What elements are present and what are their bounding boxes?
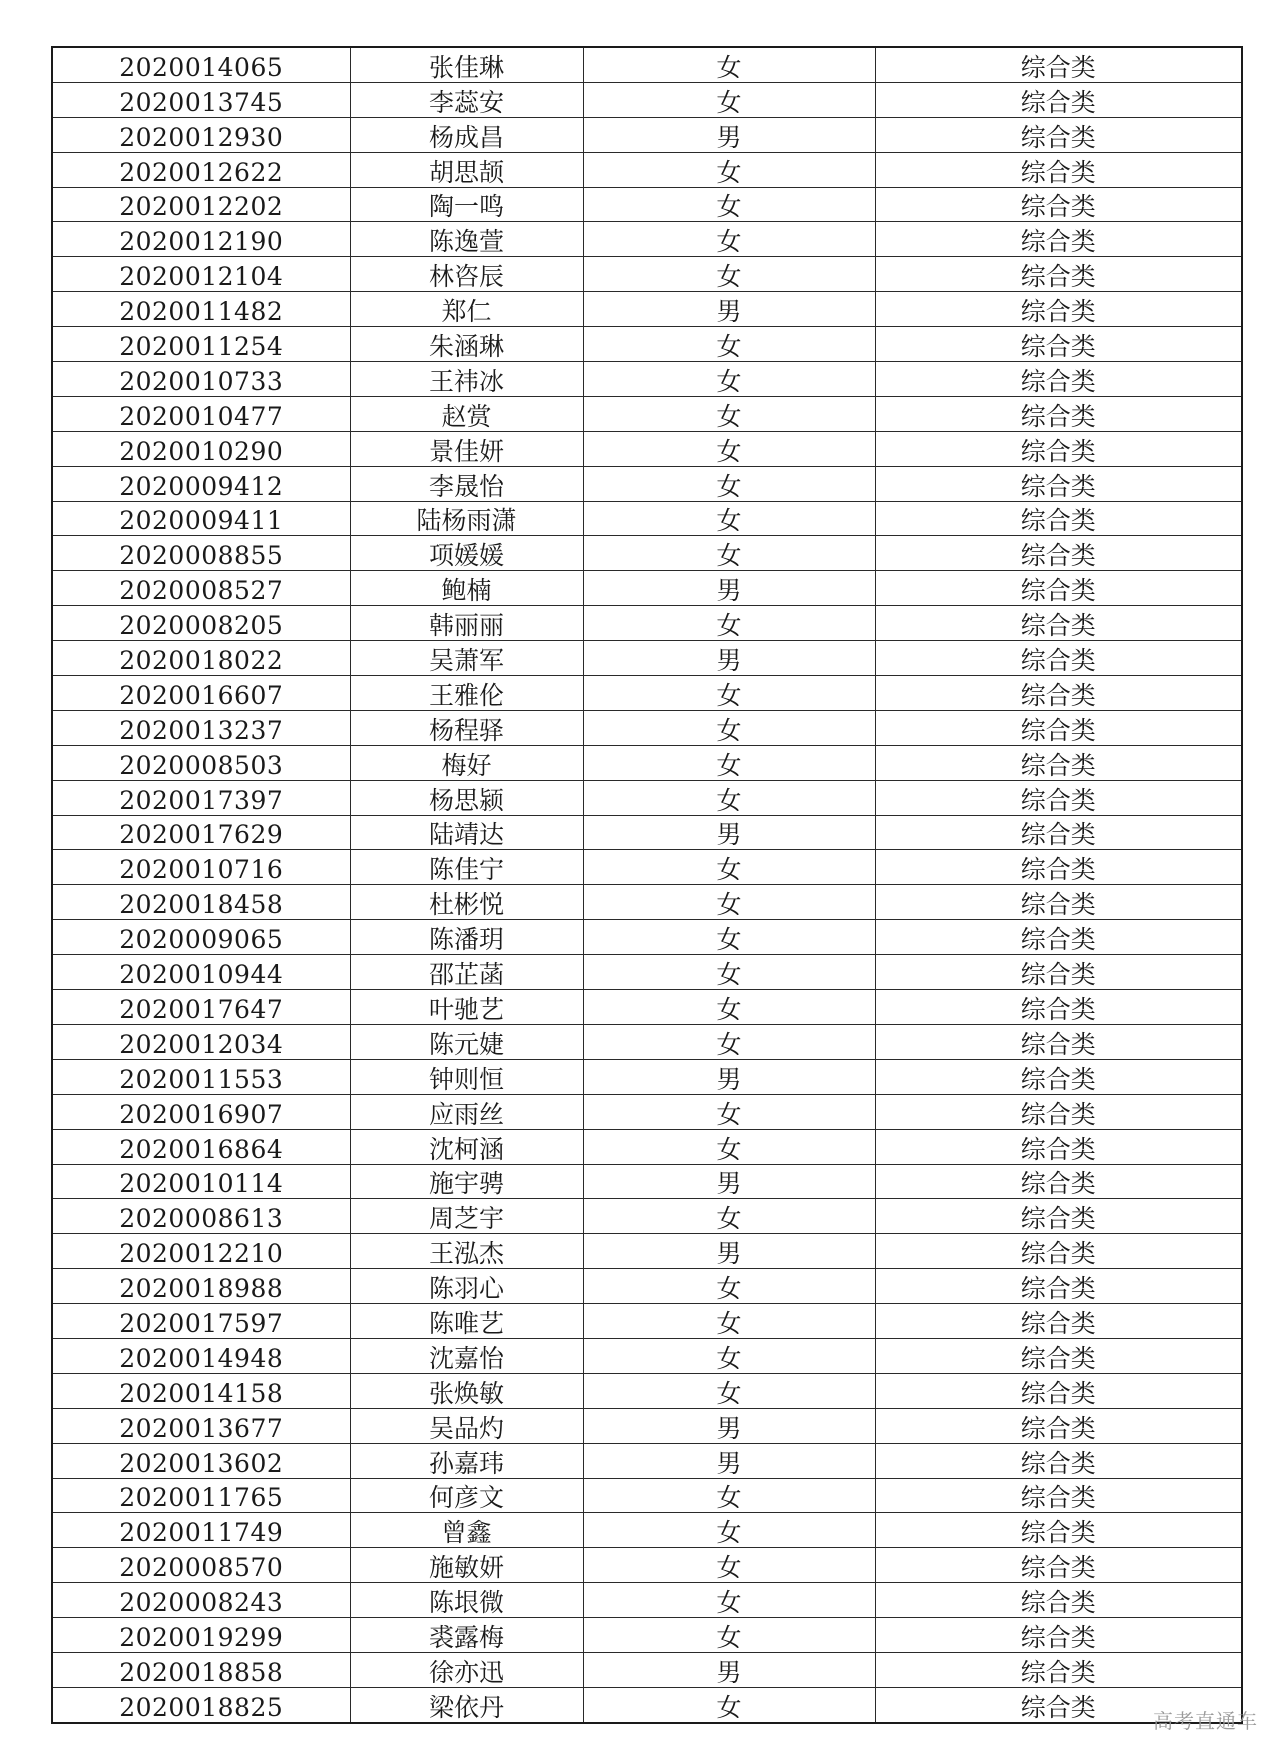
category-cell: 综合类 bbox=[875, 641, 1242, 676]
gender-cell: 女 bbox=[583, 536, 875, 571]
student-name-cell: 李蕊安 bbox=[350, 82, 583, 117]
table-row bbox=[52, 1373, 1242, 1408]
student-name-cell: 梅好 bbox=[350, 745, 583, 780]
student-name-cell: 李晟怡 bbox=[350, 466, 583, 501]
category-cell: 综合类 bbox=[875, 327, 1242, 362]
student-name-cell: 鲍楠 bbox=[350, 571, 583, 606]
student-id-cell: 2020011749 bbox=[52, 1513, 350, 1548]
category-cell: 综合类 bbox=[875, 501, 1242, 536]
table-row bbox=[52, 850, 1242, 885]
table-row bbox=[52, 1478, 1242, 1513]
student-name-cell: 郑仁 bbox=[350, 292, 583, 327]
student-id-cell: 2020019299 bbox=[52, 1618, 350, 1653]
gender-cell: 女 bbox=[583, 1338, 875, 1373]
watermark-logo: 高考直通车 bbox=[1153, 1709, 1258, 1733]
student-name-cell: 钟则恒 bbox=[350, 1059, 583, 1094]
gender-cell: 男 bbox=[583, 1059, 875, 1094]
gender-cell: 女 bbox=[583, 1513, 875, 1548]
category-cell: 综合类 bbox=[875, 1094, 1242, 1129]
category-cell: 综合类 bbox=[875, 780, 1242, 815]
student-id-cell: 2020012622 bbox=[52, 152, 350, 187]
gender-cell: 女 bbox=[583, 1687, 875, 1722]
student-name-cell: 叶驰艺 bbox=[350, 990, 583, 1025]
student-name-cell: 陶一鸣 bbox=[350, 187, 583, 222]
student-id-cell: 2020013745 bbox=[52, 82, 350, 117]
table-row bbox=[52, 780, 1242, 815]
table-row bbox=[52, 1687, 1242, 1722]
table-row bbox=[52, 187, 1242, 222]
gender-cell: 女 bbox=[583, 187, 875, 222]
table-row bbox=[52, 257, 1242, 292]
student-id-cell: 2020018825 bbox=[52, 1687, 350, 1722]
category-cell: 综合类 bbox=[875, 676, 1242, 711]
student-id-cell: 2020017597 bbox=[52, 1304, 350, 1339]
category-cell: 综合类 bbox=[875, 1164, 1242, 1199]
gender-cell: 女 bbox=[583, 780, 875, 815]
category-cell: 综合类 bbox=[875, 1234, 1242, 1269]
category-cell: 综合类 bbox=[875, 1024, 1242, 1059]
gender-cell: 女 bbox=[583, 501, 875, 536]
gender-cell: 女 bbox=[583, 1618, 875, 1653]
student-id-cell: 2020017647 bbox=[52, 990, 350, 1025]
gender-cell: 男 bbox=[583, 1443, 875, 1478]
gender-cell: 女 bbox=[583, 396, 875, 431]
table-row bbox=[52, 1199, 1242, 1234]
table-row bbox=[52, 536, 1242, 571]
table-row bbox=[52, 222, 1242, 257]
table-row bbox=[52, 641, 1242, 676]
gender-cell: 女 bbox=[583, 606, 875, 641]
category-cell: 综合类 bbox=[875, 1199, 1242, 1234]
table-row bbox=[52, 47, 1242, 82]
table-row bbox=[52, 396, 1242, 431]
category-cell: 综合类 bbox=[875, 396, 1242, 431]
table-row bbox=[52, 1408, 1242, 1443]
student-id-cell: 2020011765 bbox=[52, 1478, 350, 1513]
student-id-cell: 2020009065 bbox=[52, 920, 350, 955]
student-name-cell: 杜彬悦 bbox=[350, 885, 583, 920]
gender-cell: 女 bbox=[583, 47, 875, 82]
gender-cell: 女 bbox=[583, 1129, 875, 1164]
gender-cell: 女 bbox=[583, 710, 875, 745]
table-row bbox=[52, 152, 1242, 187]
table-row bbox=[52, 1129, 1242, 1164]
category-cell: 综合类 bbox=[875, 1129, 1242, 1164]
student-id-cell: 2020011553 bbox=[52, 1059, 350, 1094]
table-row bbox=[52, 920, 1242, 955]
gender-cell: 男 bbox=[583, 117, 875, 152]
student-id-cell: 2020017629 bbox=[52, 815, 350, 850]
table-row bbox=[52, 1583, 1242, 1618]
gender-cell: 女 bbox=[583, 82, 875, 117]
student-id-cell: 2020012202 bbox=[52, 187, 350, 222]
category-cell: 综合类 bbox=[875, 536, 1242, 571]
category-cell: 综合类 bbox=[875, 82, 1242, 117]
student-name-cell: 王祎冰 bbox=[350, 362, 583, 397]
student-name-cell: 施敏妍 bbox=[350, 1548, 583, 1583]
table-row bbox=[52, 1513, 1242, 1548]
student-name-cell: 陈元婕 bbox=[350, 1024, 583, 1059]
table-row bbox=[52, 815, 1242, 850]
roster-body bbox=[52, 47, 1242, 1723]
student-name-cell: 沈嘉怡 bbox=[350, 1338, 583, 1373]
category-cell: 综合类 bbox=[875, 1338, 1242, 1373]
table-row bbox=[52, 431, 1242, 466]
category-cell: 综合类 bbox=[875, 815, 1242, 850]
gender-cell: 女 bbox=[583, 1269, 875, 1304]
gender-cell: 女 bbox=[583, 676, 875, 711]
student-name-cell: 邵芷菡 bbox=[350, 955, 583, 990]
student-name-cell: 梁依丹 bbox=[350, 1687, 583, 1722]
table-row bbox=[52, 501, 1242, 536]
table-row bbox=[52, 990, 1242, 1025]
gender-cell: 男 bbox=[583, 1234, 875, 1269]
gender-cell: 女 bbox=[583, 362, 875, 397]
gender-cell: 女 bbox=[583, 222, 875, 257]
student-name-cell: 林咨辰 bbox=[350, 257, 583, 292]
student-name-cell: 裘露梅 bbox=[350, 1618, 583, 1653]
gender-cell: 女 bbox=[583, 885, 875, 920]
student-name-cell: 徐亦迅 bbox=[350, 1652, 583, 1687]
table-row bbox=[52, 82, 1242, 117]
student-id-cell: 2020017397 bbox=[52, 780, 350, 815]
student-id-cell: 2020009411 bbox=[52, 501, 350, 536]
student-id-cell: 2020012190 bbox=[52, 222, 350, 257]
student-id-cell: 2020014065 bbox=[52, 47, 350, 82]
gender-cell: 女 bbox=[583, 257, 875, 292]
category-cell: 综合类 bbox=[875, 222, 1242, 257]
student-id-cell: 2020011254 bbox=[52, 327, 350, 362]
student-name-cell: 杨程驿 bbox=[350, 710, 583, 745]
student-name-cell: 张佳琳 bbox=[350, 47, 583, 82]
category-cell: 综合类 bbox=[875, 187, 1242, 222]
student-name-cell: 景佳妍 bbox=[350, 431, 583, 466]
table-row bbox=[52, 1652, 1242, 1687]
category-cell: 综合类 bbox=[875, 47, 1242, 82]
student-name-cell: 吴品灼 bbox=[350, 1408, 583, 1443]
student-id-cell: 2020010944 bbox=[52, 955, 350, 990]
table-row bbox=[52, 1548, 1242, 1583]
student-id-cell: 2020012930 bbox=[52, 117, 350, 152]
category-cell: 综合类 bbox=[875, 1059, 1242, 1094]
category-cell: 综合类 bbox=[875, 117, 1242, 152]
student-id-cell: 2020008243 bbox=[52, 1583, 350, 1618]
gender-cell: 女 bbox=[583, 1094, 875, 1129]
gender-cell: 女 bbox=[583, 431, 875, 466]
student-name-cell: 施宇骋 bbox=[350, 1164, 583, 1199]
table-row bbox=[52, 1443, 1242, 1478]
table-row bbox=[52, 327, 1242, 362]
student-name-cell: 周芝宇 bbox=[350, 1199, 583, 1234]
category-cell: 综合类 bbox=[875, 1304, 1242, 1339]
student-id-cell: 2020013677 bbox=[52, 1408, 350, 1443]
student-id-cell: 2020013602 bbox=[52, 1443, 350, 1478]
table-row bbox=[52, 292, 1242, 327]
gender-cell: 男 bbox=[583, 571, 875, 606]
gender-cell: 女 bbox=[583, 1024, 875, 1059]
table-row bbox=[52, 1164, 1242, 1199]
student-id-cell: 2020010716 bbox=[52, 850, 350, 885]
category-cell: 综合类 bbox=[875, 1618, 1242, 1653]
student-name-cell: 张焕敏 bbox=[350, 1373, 583, 1408]
table-row bbox=[52, 1618, 1242, 1653]
gender-cell: 女 bbox=[583, 1199, 875, 1234]
category-cell: 综合类 bbox=[875, 920, 1242, 955]
gender-cell: 男 bbox=[583, 1652, 875, 1687]
student-name-cell: 王雅伦 bbox=[350, 676, 583, 711]
student-id-cell: 2020011482 bbox=[52, 292, 350, 327]
student-id-cell: 2020008613 bbox=[52, 1199, 350, 1234]
category-cell: 综合类 bbox=[875, 466, 1242, 501]
gender-cell: 女 bbox=[583, 955, 875, 990]
category-cell: 综合类 bbox=[875, 1373, 1242, 1408]
gender-cell: 女 bbox=[583, 1583, 875, 1618]
student-name-cell: 沈柯涵 bbox=[350, 1129, 583, 1164]
category-cell: 综合类 bbox=[875, 571, 1242, 606]
table-row bbox=[52, 1059, 1242, 1094]
student-id-cell: 2020010733 bbox=[52, 362, 350, 397]
table-row bbox=[52, 466, 1242, 501]
gender-cell: 女 bbox=[583, 1304, 875, 1339]
category-cell: 综合类 bbox=[875, 1652, 1242, 1687]
student-name-cell: 陆靖达 bbox=[350, 815, 583, 850]
category-cell: 综合类 bbox=[875, 362, 1242, 397]
gender-cell: 女 bbox=[583, 327, 875, 362]
category-cell: 综合类 bbox=[875, 885, 1242, 920]
gender-cell: 女 bbox=[583, 152, 875, 187]
category-cell: 综合类 bbox=[875, 990, 1242, 1025]
gender-cell: 男 bbox=[583, 1164, 875, 1199]
student-name-cell: 陈唯艺 bbox=[350, 1304, 583, 1339]
student-id-cell: 2020018858 bbox=[52, 1652, 350, 1687]
student-id-cell: 2020013237 bbox=[52, 710, 350, 745]
gender-cell: 女 bbox=[583, 466, 875, 501]
student-id-cell: 2020018022 bbox=[52, 641, 350, 676]
student-name-cell: 孙嘉玮 bbox=[350, 1443, 583, 1478]
category-cell: 综合类 bbox=[875, 1478, 1242, 1513]
category-cell: 综合类 bbox=[875, 1513, 1242, 1548]
table-row bbox=[52, 676, 1242, 711]
category-cell: 综合类 bbox=[875, 257, 1242, 292]
student-id-cell: 2020012210 bbox=[52, 1234, 350, 1269]
student-name-cell: 陆杨雨潇 bbox=[350, 501, 583, 536]
student-roster-table bbox=[51, 46, 1243, 1724]
table-row bbox=[52, 1024, 1242, 1059]
category-cell: 综合类 bbox=[875, 1548, 1242, 1583]
category-cell: 综合类 bbox=[875, 152, 1242, 187]
student-id-cell: 2020018458 bbox=[52, 885, 350, 920]
student-id-cell: 2020016864 bbox=[52, 1129, 350, 1164]
category-cell: 综合类 bbox=[875, 431, 1242, 466]
student-name-cell: 项媛媛 bbox=[350, 536, 583, 571]
table-row bbox=[52, 885, 1242, 920]
student-id-cell: 2020008503 bbox=[52, 745, 350, 780]
table-row bbox=[52, 571, 1242, 606]
table-row bbox=[52, 1304, 1242, 1339]
student-name-cell: 杨思颍 bbox=[350, 780, 583, 815]
table-row bbox=[52, 1234, 1242, 1269]
table-row bbox=[52, 362, 1242, 397]
student-id-cell: 2020008527 bbox=[52, 571, 350, 606]
student-name-cell: 陈潘玥 bbox=[350, 920, 583, 955]
student-id-cell: 2020010477 bbox=[52, 396, 350, 431]
gender-cell: 男 bbox=[583, 1408, 875, 1443]
student-name-cell: 王泓杰 bbox=[350, 1234, 583, 1269]
student-id-cell: 2020008570 bbox=[52, 1548, 350, 1583]
gender-cell: 女 bbox=[583, 1478, 875, 1513]
gender-cell: 女 bbox=[583, 850, 875, 885]
category-cell: 综合类 bbox=[875, 955, 1242, 990]
student-id-cell: 2020009412 bbox=[52, 466, 350, 501]
gender-cell: 男 bbox=[583, 641, 875, 676]
gender-cell: 女 bbox=[583, 920, 875, 955]
student-name-cell: 陈逸萱 bbox=[350, 222, 583, 257]
student-id-cell: 2020008855 bbox=[52, 536, 350, 571]
category-cell: 综合类 bbox=[875, 1269, 1242, 1304]
category-cell: 综合类 bbox=[875, 292, 1242, 327]
student-id-cell: 2020018988 bbox=[52, 1269, 350, 1304]
student-name-cell: 陈羽心 bbox=[350, 1269, 583, 1304]
category-cell: 综合类 bbox=[875, 850, 1242, 885]
student-id-cell: 2020014158 bbox=[52, 1373, 350, 1408]
student-name-cell: 吴萧军 bbox=[350, 641, 583, 676]
category-cell: 综合类 bbox=[875, 745, 1242, 780]
student-name-cell: 应雨丝 bbox=[350, 1094, 583, 1129]
student-id-cell: 2020010290 bbox=[52, 431, 350, 466]
student-id-cell: 2020014948 bbox=[52, 1338, 350, 1373]
category-cell: 综合类 bbox=[875, 606, 1242, 641]
student-id-cell: 2020016907 bbox=[52, 1094, 350, 1129]
gender-cell: 女 bbox=[583, 1373, 875, 1408]
gender-cell: 男 bbox=[583, 815, 875, 850]
student-id-cell: 2020008205 bbox=[52, 606, 350, 641]
student-name-cell: 胡思颉 bbox=[350, 152, 583, 187]
student-name-cell: 曾鑫 bbox=[350, 1513, 583, 1548]
student-name-cell: 韩丽丽 bbox=[350, 606, 583, 641]
table-row bbox=[52, 1094, 1242, 1129]
student-id-cell: 2020016607 bbox=[52, 676, 350, 711]
table-row bbox=[52, 710, 1242, 745]
table-row bbox=[52, 606, 1242, 641]
table-row bbox=[52, 117, 1242, 152]
table-row bbox=[52, 1338, 1242, 1373]
student-id-cell: 2020012104 bbox=[52, 257, 350, 292]
table-row bbox=[52, 745, 1242, 780]
student-name-cell: 陈垠微 bbox=[350, 1583, 583, 1618]
student-name-cell: 赵赏 bbox=[350, 396, 583, 431]
gender-cell: 男 bbox=[583, 292, 875, 327]
gender-cell: 女 bbox=[583, 745, 875, 780]
table-row bbox=[52, 955, 1242, 990]
category-cell: 综合类 bbox=[875, 1583, 1242, 1618]
category-cell: 综合类 bbox=[875, 1443, 1242, 1478]
category-cell: 综合类 bbox=[875, 1408, 1242, 1443]
category-cell: 综合类 bbox=[875, 1687, 1242, 1722]
student-name-cell: 朱涵琳 bbox=[350, 327, 583, 362]
student-name-cell: 杨成昌 bbox=[350, 117, 583, 152]
gender-cell: 女 bbox=[583, 1548, 875, 1583]
student-id-cell: 2020010114 bbox=[52, 1164, 350, 1199]
gender-cell: 女 bbox=[583, 990, 875, 1025]
student-name-cell: 陈佳宁 bbox=[350, 850, 583, 885]
table-row bbox=[52, 1269, 1242, 1304]
category-cell: 综合类 bbox=[875, 710, 1242, 745]
student-id-cell: 2020012034 bbox=[52, 1024, 350, 1059]
student-name-cell: 何彦文 bbox=[350, 1478, 583, 1513]
